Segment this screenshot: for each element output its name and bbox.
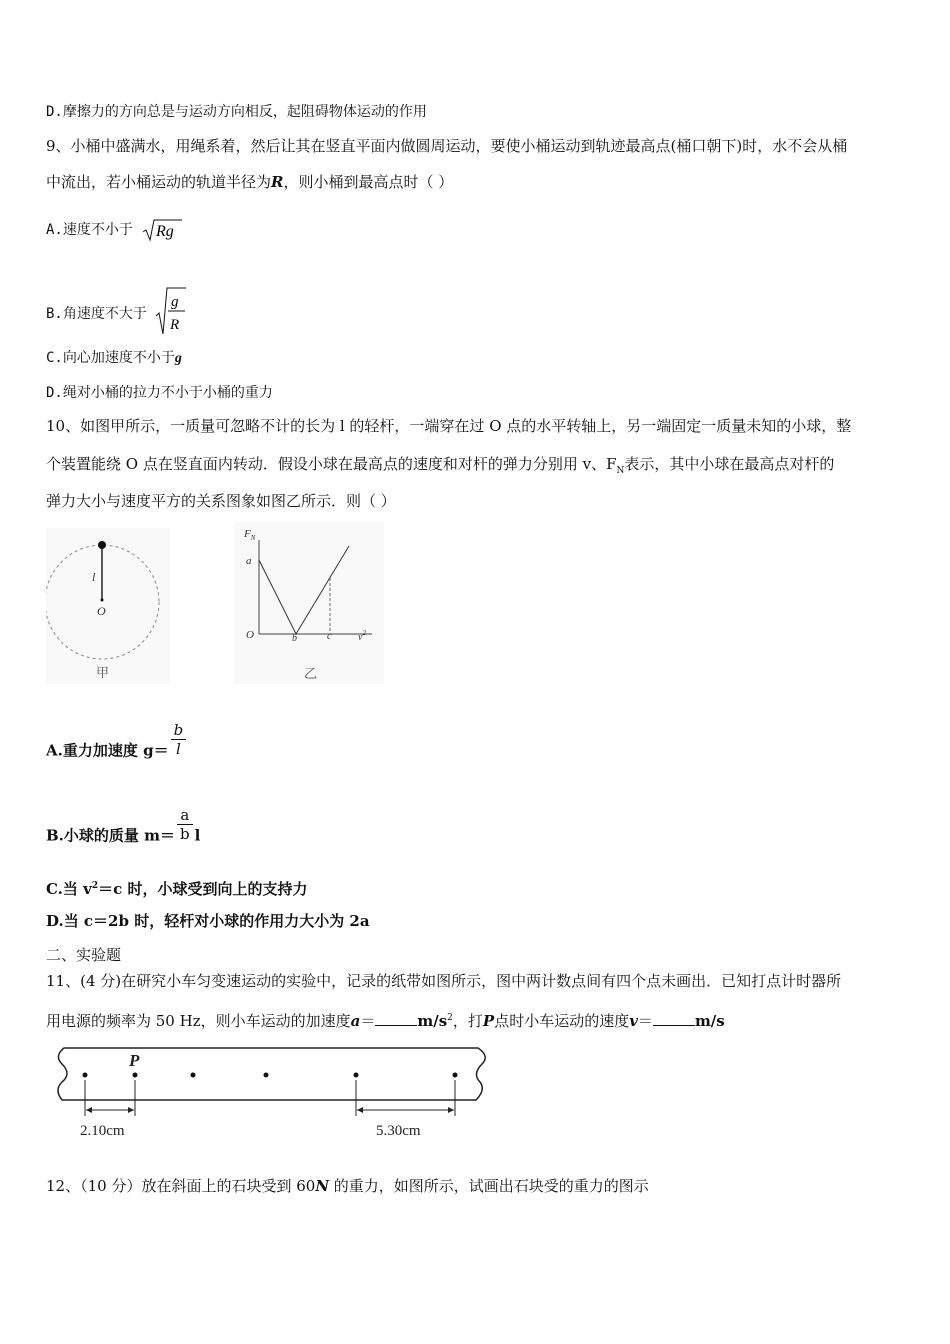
section-title: 二、实验题 [46,946,122,964]
tape-dot [264,1073,269,1078]
q10-option-d: D.当 c＝2b 时，轻杆对小球的作用力大小为 2a [46,912,370,930]
figure-jia [46,528,170,684]
q10-stem-line1: 10、如图甲所示，一质量可忽略不计的长为 l 的轻杆，一端穿在过 O 点的水平转轴上，另一端固定一质量未知的小球，整 [46,417,852,435]
q9-option-d: D.绳对小桶的拉力不小于小桶的重力 [46,385,273,401]
q9-option-a: A.速度不小于 Rg [46,218,183,242]
label-a: a [246,555,252,567]
q10-option-c: C.当 $v^2=c$ 时，小球受到向上的支持力 [46,880,308,898]
dist-label-1: 2.10cm [80,1123,125,1139]
q10-option-a: A.重力加速度 g＝ $\frac{b}{l}$ [46,733,188,770]
paper-tape-figure [50,1044,490,1140]
tape-dot [83,1073,88,1078]
tape-dot [191,1073,196,1078]
tape-dot-p [133,1073,138,1078]
q10-stem-line2: 个装置能绕 O 点在竖直面内转动．假设小球在最高点的速度和对杆的弹力分别用 v、$F_N$表示，其中小球在最高点对杆的 [46,455,835,476]
sqrt-rg [141,218,183,242]
q11-stem-line1: 11、(4 分)在研究小车匀变速运动的实验中，记录的纸带如图所示，图中两计数点间有四个点未画出．已知打点计时器所 [46,972,842,990]
q10-stem-line3: 弹力大小与速度平方的关系图象如图乙所示．则（ ） [46,492,396,510]
answer-blank-v[interactable] [653,1011,695,1026]
q9-stem-line2: 中流出，若小桶运动的轨道半径为R，则小桶到最高点时（ ） [46,173,454,191]
label-b: b [292,633,297,644]
frac-den-r: R [170,317,180,333]
q9-option-b: B.角速度不大于 g R [46,288,187,340]
caption-jia: 甲 [96,665,110,680]
y-label: $F_N$ [244,528,256,542]
frac-a-over-b: $\frac{a}{b}$ [177,806,193,843]
q10-option-b: B.小球的质量 m＝ $\frac{a}{b}$ l [46,806,201,845]
label-l: l [92,570,96,584]
label-c: c [327,631,332,642]
label-o: O [97,604,106,618]
figure-yi [234,522,384,684]
sqrt-rg-text: Rg [156,223,175,240]
frac-num-g: g [171,294,179,310]
dist-label-2: 5.30cm [376,1123,421,1139]
tape-dot [354,1073,359,1078]
tape-dot [453,1073,458,1078]
answer-blank-a[interactable] [375,1011,417,1026]
q8-option-d: D.摩擦力的方向总是与运动方向相反，起阻碍物体运动的作用 [46,104,427,120]
ball [98,541,106,549]
label-origin: O [246,629,254,641]
q9-stem-line1: 9、小桶中盛满水，用绳系着，然后让其在竖直平面内做圆周运动，要使小桶运动到轨迹最高点(桶口朝下)时，水不会从桶 [46,137,848,155]
q9-option-c: C.向心加速度不小于g [46,350,182,366]
q12-stem: 12、（10 分）放在斜面上的石块受到 60N 的重力，如图所示，试画出石块受的重力的图示 [46,1177,649,1195]
label-p: P [129,1051,140,1070]
sqrt-g-over-r [155,286,187,338]
tape-outline [58,1048,485,1100]
pivot-o [101,599,104,602]
frac-b-over-l: $\frac{b}{l}$ [171,721,187,758]
x-label: $v^2$ [358,629,366,643]
q11-stem-line2: 用电源的频率为 50 Hz，则小车运动的加速度$a= m/s^2$，打P点时小车运动的速度v＝ m/s [46,1012,725,1030]
caption-yi: 乙 [304,666,318,681]
